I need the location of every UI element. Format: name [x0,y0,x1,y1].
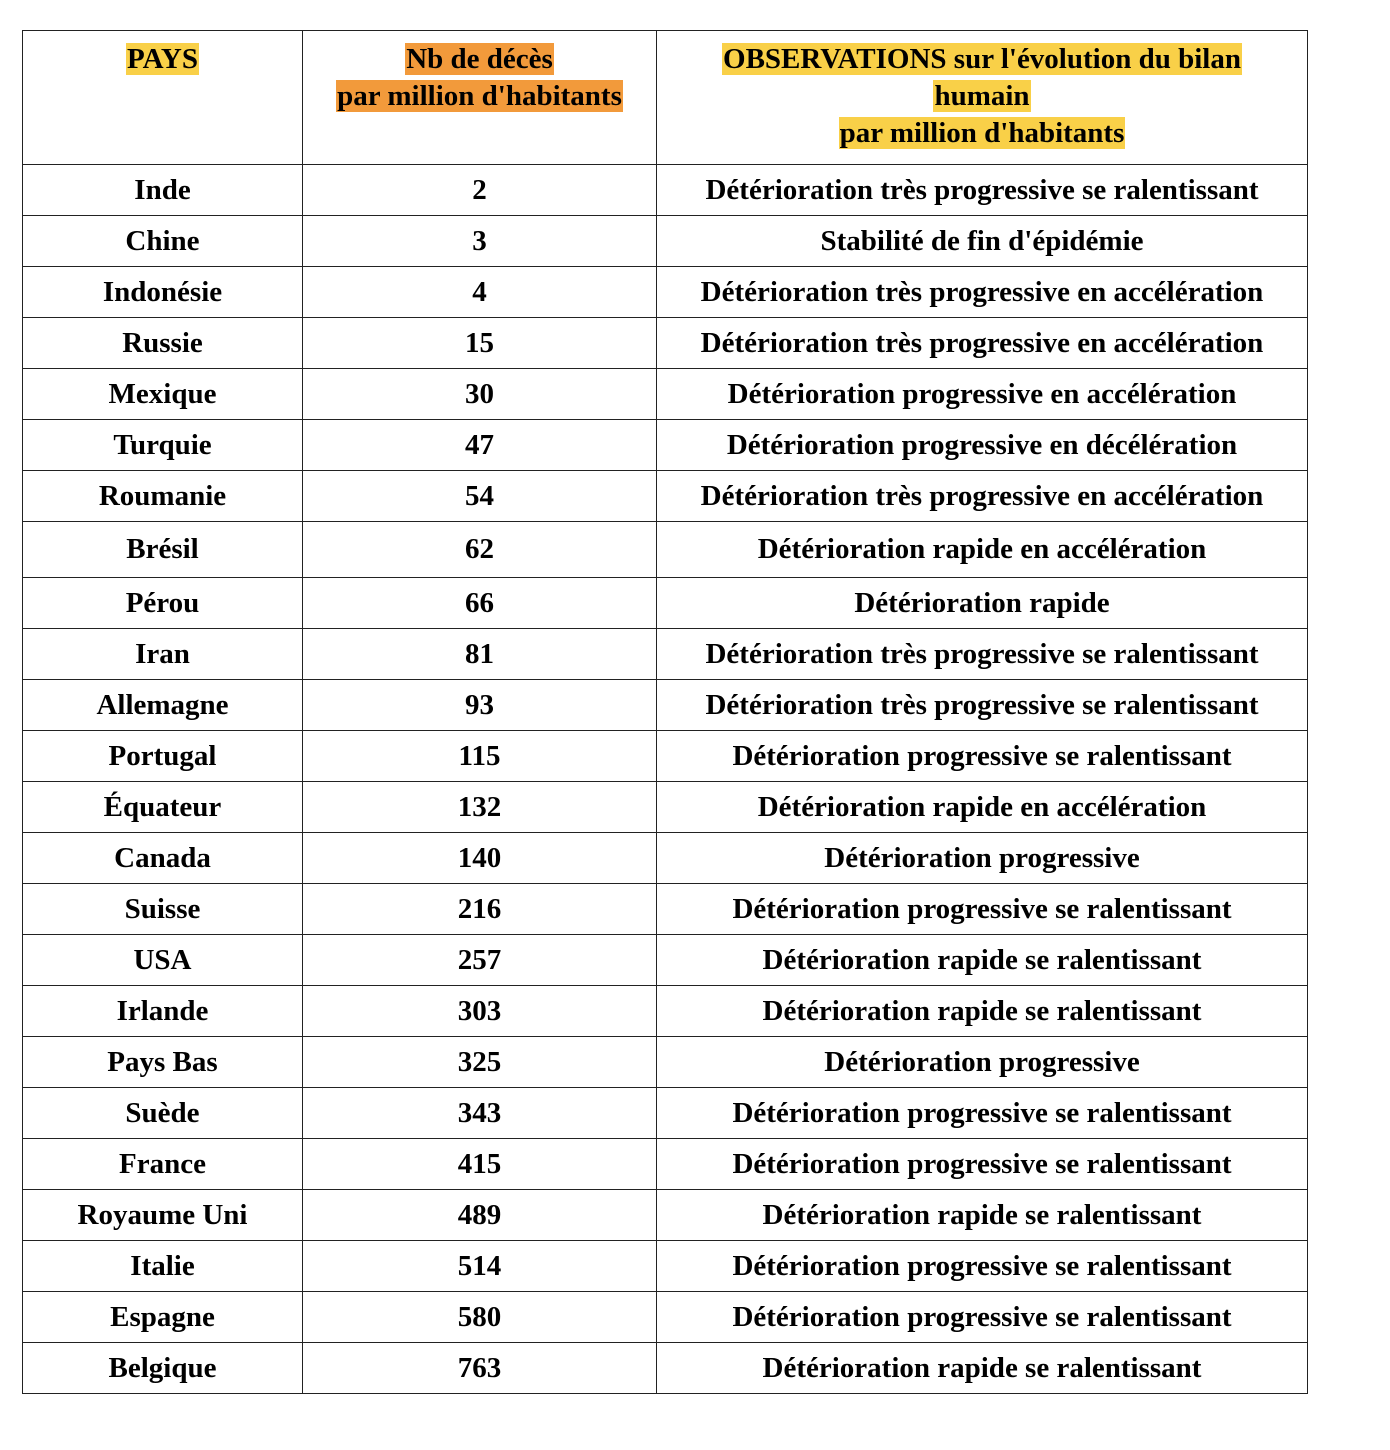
cell-deces: 343 [303,1088,657,1139]
cell-observation: Détérioration progressive en accélération [657,369,1308,420]
cell-observation: Détérioration progressive se ralentissant [657,1292,1308,1343]
cell-observation: Détérioration très progressive en accélération [657,471,1308,522]
cell-observation: Détérioration progressive [657,1037,1308,1088]
header-deces-line1: Nb de décès [406,43,553,75]
table-row [23,578,1308,629]
header-pays [23,31,303,165]
cell-deces: 514 [303,1241,657,1292]
cell-deces: 66 [303,578,657,629]
cell-pays: Chine [23,216,303,267]
cell-pays: Équateur [23,782,303,833]
cell-deces: 93 [303,680,657,731]
cell-deces: 415 [303,1139,657,1190]
cell-deces: 303 [303,986,657,1037]
table-row [23,420,1308,471]
deaths-per-million-table [22,30,1308,1394]
table-row [23,935,1308,986]
cell-observation: Stabilité de fin d'épidémie [657,216,1308,267]
header-obs-line3-wrap [657,115,1307,152]
cell-observation: Détérioration très progressive se ralentissant [657,680,1308,731]
cell-observation: Détérioration très progressive en accélération [657,318,1308,369]
cell-pays: Mexique [23,369,303,420]
cell-pays: France [23,1139,303,1190]
cell-observation: Détérioration progressive se ralentissant [657,884,1308,935]
cell-observation: Détérioration progressive se ralentissant [657,1088,1308,1139]
cell-pays: Espagne [23,1292,303,1343]
header-obs-line1: OBSERVATIONS sur l'évolution du bilan [723,43,1241,75]
header-obs-line2: humain [934,80,1030,112]
table-row [23,629,1308,680]
cell-pays: Italie [23,1241,303,1292]
cell-deces: 47 [303,420,657,471]
cell-deces: 30 [303,369,657,420]
cell-deces: 4 [303,267,657,318]
cell-pays: Pays Bas [23,1037,303,1088]
header-deces [303,31,657,165]
table-row [23,1139,1308,1190]
cell-observation: Détérioration rapide se ralentissant [657,986,1308,1037]
cell-observation: Détérioration rapide se ralentissant [657,935,1308,986]
table-row [23,1292,1308,1343]
cell-pays: Pérou [23,578,303,629]
cell-deces: 580 [303,1292,657,1343]
cell-observation: Détérioration rapide en accélération [657,522,1308,578]
cell-observation: Détérioration progressive en décélération [657,420,1308,471]
cell-deces: 257 [303,935,657,986]
cell-observation: Détérioration rapide en accélération [657,782,1308,833]
cell-deces: 15 [303,318,657,369]
table-row [23,782,1308,833]
cell-deces: 132 [303,782,657,833]
cell-pays: Royaume Uni [23,1190,303,1241]
table-row [23,267,1308,318]
header-pays-label: PAYS [127,43,198,75]
cell-pays: Brésil [23,522,303,578]
cell-deces: 489 [303,1190,657,1241]
table-row [23,471,1308,522]
cell-deces: 62 [303,522,657,578]
table-row [23,1190,1308,1241]
cell-deces: 763 [303,1343,657,1394]
cell-pays: Indonésie [23,267,303,318]
cell-pays: Turquie [23,420,303,471]
table-row [23,986,1308,1037]
header-observations [657,31,1308,165]
header-deces-line2: par million d'habitants [337,80,622,112]
table-row [23,1241,1308,1292]
cell-deces: 3 [303,216,657,267]
header-obs-line2-wrap [657,78,1307,115]
table-row [23,1088,1308,1139]
table-row [23,165,1308,216]
cell-observation: Détérioration progressive se ralentissant [657,1241,1308,1292]
cell-pays: Inde [23,165,303,216]
table-row [23,884,1308,935]
cell-deces: 325 [303,1037,657,1088]
cell-deces: 216 [303,884,657,935]
cell-deces: 54 [303,471,657,522]
cell-deces: 2 [303,165,657,216]
cell-pays: Suède [23,1088,303,1139]
header-obs-line1-wrap [657,41,1307,78]
header-deces-line1-wrap [303,41,656,78]
cell-pays: Russie [23,318,303,369]
deaths-table-container [22,30,1307,1394]
header-row [23,31,1308,165]
table-row [23,369,1308,420]
cell-deces: 140 [303,833,657,884]
cell-pays: Suisse [23,884,303,935]
cell-observation: Détérioration très progressive se ralentissant [657,629,1308,680]
cell-deces: 115 [303,731,657,782]
table-row [23,216,1308,267]
cell-pays: Iran [23,629,303,680]
cell-observation: Détérioration très progressive se ralentissant [657,165,1308,216]
cell-observation: Détérioration progressive se ralentissant [657,731,1308,782]
cell-pays: Irlande [23,986,303,1037]
header-deces-line2-wrap [303,78,656,115]
cell-observation: Détérioration rapide se ralentissant [657,1343,1308,1394]
table-row [23,1343,1308,1394]
cell-pays: Belgique [23,1343,303,1394]
table-header [23,31,1308,165]
table-row [23,833,1308,884]
cell-pays: USA [23,935,303,986]
table-row [23,522,1308,578]
cell-pays: Portugal [23,731,303,782]
header-obs-line3: par million d'habitants [839,117,1125,149]
table-body [23,165,1308,1394]
cell-observation: Détérioration rapide se ralentissant [657,1190,1308,1241]
cell-deces: 81 [303,629,657,680]
table-row [23,1037,1308,1088]
cell-observation: Détérioration rapide [657,578,1308,629]
cell-pays: Canada [23,833,303,884]
cell-observation: Détérioration progressive [657,833,1308,884]
cell-pays: Roumanie [23,471,303,522]
table-row [23,680,1308,731]
table-row [23,731,1308,782]
cell-pays: Allemagne [23,680,303,731]
table-row [23,318,1308,369]
cell-observation: Détérioration très progressive en accélération [657,267,1308,318]
cell-observation: Détérioration progressive se ralentissant [657,1139,1308,1190]
